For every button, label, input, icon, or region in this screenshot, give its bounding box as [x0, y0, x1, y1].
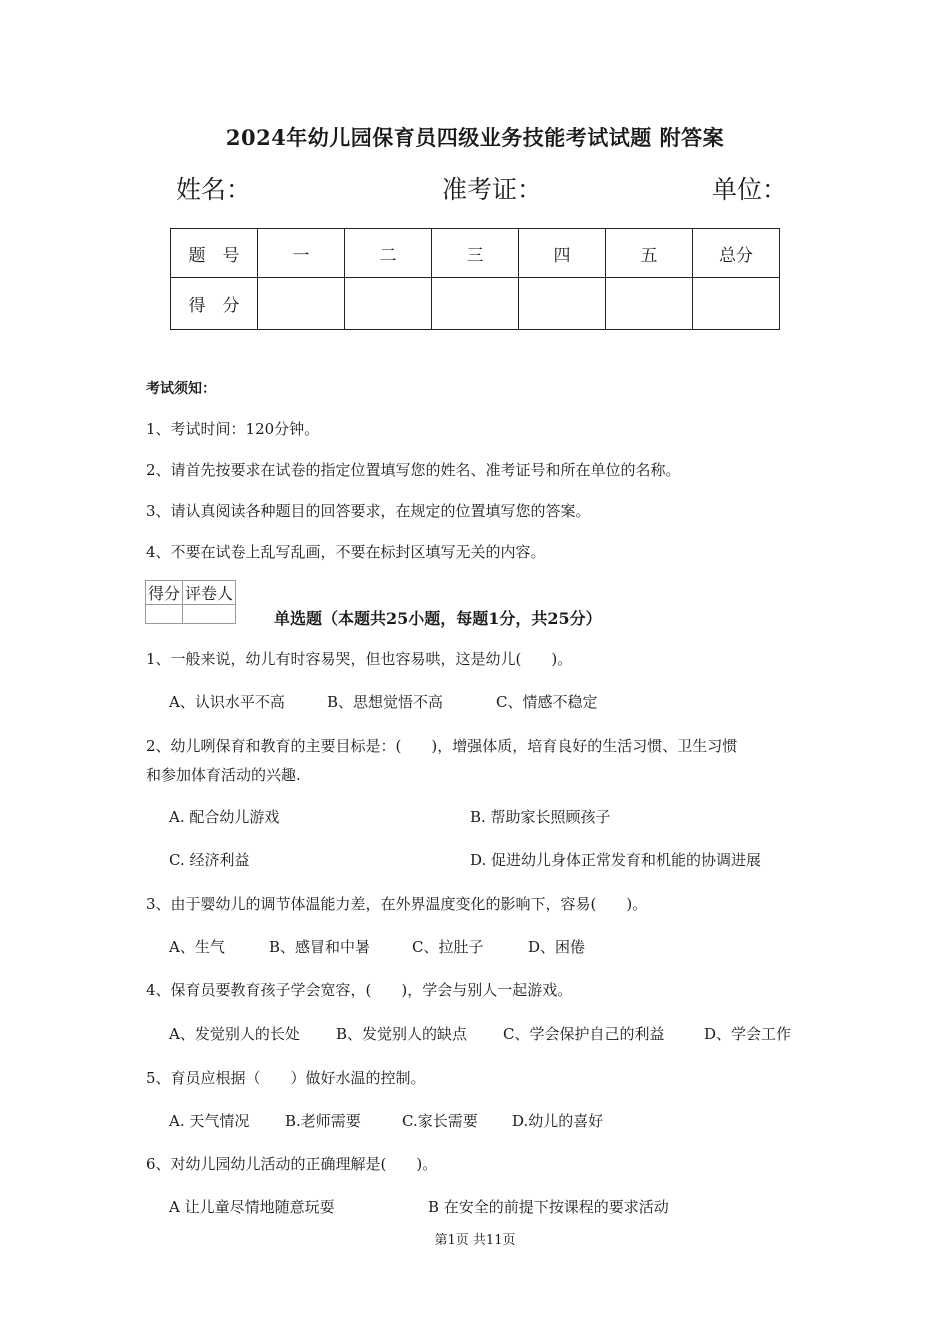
score-table-cell: 五 — [606, 229, 693, 278]
grader-score-label: 得分 — [146, 581, 183, 605]
answer-option[interactable]: B、感冒和中暑 — [269, 938, 371, 956]
exam-title: 2024年幼儿园保育员四级业务技能考试试题 附答案 — [225, 125, 725, 150]
notice-item: 1、考试时间：120分钟。 — [146, 420, 320, 438]
answer-option[interactable]: D、学会工作 — [704, 1025, 792, 1043]
answer-option[interactable]: D、困倦 — [528, 938, 586, 956]
score-table-cell: 得 分 — [171, 278, 258, 330]
answer-option[interactable]: B、发觉别人的缺点 — [336, 1025, 468, 1043]
answer-option[interactable]: D.幼儿的喜好 — [512, 1112, 604, 1130]
score-entry-cell[interactable] — [606, 278, 693, 330]
score-table-cell: 四 — [519, 229, 606, 278]
question-stem: 1、一般来说，幼儿有时容易哭，但也容易哄，这是幼儿( )。 — [146, 650, 573, 668]
score-entry-cell[interactable] — [432, 278, 519, 330]
score-table-header-row — [171, 229, 780, 278]
question-stem: 3、由于婴幼儿的调节体温能力差，在外界温度变化的影响下，容易( )。 — [146, 895, 648, 913]
notice-item: 2、请首先按要求在试卷的指定位置填写您的姓名、准考证号和所在单位的名称。 — [146, 461, 681, 479]
answer-option[interactable]: B.老师需要 — [285, 1112, 361, 1130]
answer-option[interactable]: C.家长需要 — [402, 1112, 478, 1130]
notice-item: 3、请认真阅读各种题目的回答要求，在规定的位置填写您的答案。 — [146, 502, 591, 520]
name-field-label: 姓名： — [176, 175, 252, 204]
answer-option[interactable]: B. 帮助家长照顾孩子 — [470, 808, 611, 826]
answer-option[interactable]: C、情感不稳定 — [496, 693, 598, 711]
score-entry-cell[interactable] — [693, 278, 780, 330]
answer-option[interactable]: A、发觉别人的长处 — [169, 1025, 300, 1043]
question-stem: 2、幼儿咧保育和教育的主要目标是：( )，增强体质，培育良好的生活习惯、卫生习惯 — [146, 737, 738, 755]
question-stem: 4、保育员要教育孩子学会宽容，( )，学会与别人一起游戏。 — [146, 981, 573, 999]
score-table — [170, 228, 780, 330]
unit-field-label: 单位： — [712, 175, 788, 204]
notice-heading: 考试须知： — [146, 381, 216, 397]
question-stem: 5、育员应根据（ ）做好水温的控制。 — [146, 1069, 426, 1087]
score-table-cell: 二 — [345, 229, 432, 278]
answer-option[interactable]: A. 配合幼儿游戏 — [169, 808, 280, 826]
score-table-cell: 总分 — [693, 229, 780, 278]
score-table-cell: 一 — [258, 229, 345, 278]
question-stem-continued: 和参加体育活动的兴趣. — [146, 766, 301, 784]
answer-option[interactable]: C. 经济利益 — [169, 851, 250, 869]
answer-option[interactable]: C、学会保护自己的利益 — [503, 1025, 665, 1043]
answer-option[interactable]: A 让儿童尽情地随意玩耍 — [169, 1198, 335, 1216]
answer-option[interactable]: D. 促进幼儿身体正常发育和机能的协调进展 — [470, 851, 762, 869]
score-entry-cell[interactable] — [345, 278, 432, 330]
page-footer: 第1页 共11页 — [434, 1233, 516, 1248]
grader-name-label: 评卷人 — [183, 581, 236, 605]
score-table-score-row — [171, 278, 780, 330]
score-table-cell: 三 — [432, 229, 519, 278]
answer-option[interactable]: C、拉肚子 — [412, 938, 484, 956]
grader-score-entry[interactable] — [146, 605, 183, 624]
score-entry-cell[interactable] — [258, 278, 345, 330]
score-entry-cell[interactable] — [519, 278, 606, 330]
answer-option[interactable]: A. 天气情况 — [169, 1112, 250, 1130]
grader-box — [145, 580, 236, 624]
question-stem: 6、对幼儿园幼儿活动的正确理解是( )。 — [146, 1155, 438, 1173]
answer-option[interactable]: A、认识水平不高 — [169, 693, 285, 711]
section-heading: 单选题（本题共25小题，每题1分，共25分） — [274, 609, 602, 628]
grader-name-entry[interactable] — [183, 605, 236, 624]
answer-option[interactable]: B、思想觉悟不高 — [327, 693, 444, 711]
answer-option[interactable]: A、生气 — [169, 938, 225, 956]
exam-id-field-label: 准考证： — [442, 175, 543, 204]
answer-option[interactable]: B 在安全的前提下按课程的要求活动 — [428, 1198, 669, 1216]
score-table-cell: 题 号 — [171, 229, 258, 278]
notice-item: 4、不要在试卷上乱写乱画，不要在标封区填写无关的内容。 — [146, 543, 546, 561]
